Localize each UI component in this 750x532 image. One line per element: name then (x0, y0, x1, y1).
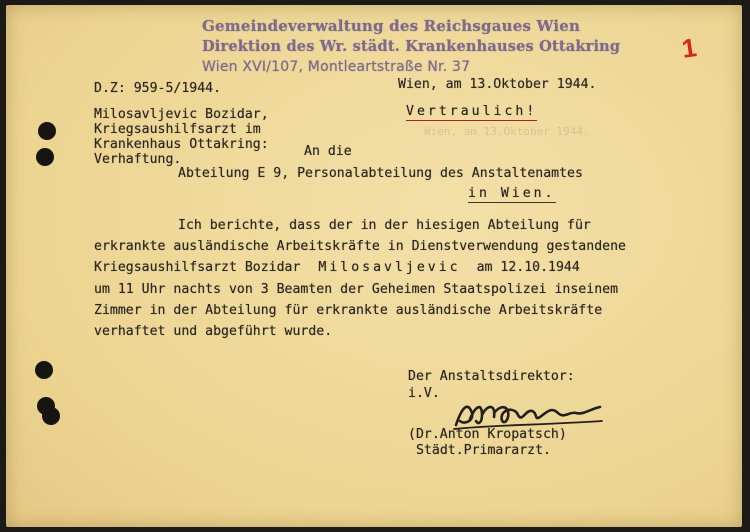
punch-hole-icon (36, 148, 54, 166)
letter-date: Wien, am 13.Oktober 1944. (398, 77, 597, 92)
body-line: verhaftet und abgeführt wurde. (94, 324, 333, 339)
recipient-department: Abteilung E 9, Personalabteilung des Anstaltenamtes (178, 166, 583, 181)
recipient-city: in Wien. (468, 186, 556, 201)
reference-number: D.Z: 959-5/1944. (94, 81, 222, 96)
stamp-line-1: Gemeindeverwaltung des Reichsgaues Wien (202, 17, 581, 35)
punch-hole-icon (38, 122, 56, 140)
stamp-line-3: Wien XVI/107, Montleartstraße Nr. 37 (202, 59, 471, 75)
body-line: um 11 Uhr nachts von 3 Beamten der Geheimen Staatspolizei inseinem (94, 282, 619, 297)
body-line: Zimmer in der Abteilung für erkrankte ausländische Arbeitskräfte (94, 303, 603, 318)
signature-title: Der Anstaltsdirektor: (408, 369, 575, 384)
subject-line: Verhaftung. (94, 152, 182, 167)
page-number: 1 (679, 32, 699, 64)
recipient-salutation: An die (304, 144, 352, 159)
signatory-name: (Dr.Anton Kropatsch) (408, 427, 567, 442)
subject-line: Milosavljevic Bozidar, (94, 107, 269, 122)
punch-hole-icon (42, 407, 60, 425)
highlighted-surname: Milosavljevic (318, 260, 461, 275)
body-line: Kriegsaushilfsarzt Bozidar Milosavljevic am 12.10.1944 (94, 260, 580, 275)
stamp-line-2: Direktion des Wr. städt. Krankenhauses Ottakring (202, 38, 621, 55)
punch-hole-icon (35, 361, 53, 379)
body-line: erkrankte ausländische Arbeitskräfte in Dienstverwendung gestandene (94, 239, 626, 254)
document-page (6, 5, 742, 527)
signatory-role: Städt.Primararzt. (416, 443, 551, 458)
subject-line: Krankenhaus Ottakring: (94, 137, 269, 152)
bleed-through-text: Wien, am 13.Oktober 1944. (424, 125, 590, 138)
confidential-mark: Vertraulich! (406, 104, 538, 119)
signature-iv: i.V. (408, 386, 440, 401)
body-line: Ich berichte, dass der in der hiesigen Abteilung für (178, 218, 591, 233)
subject-line: Kriegsaushilfsarzt im (94, 122, 261, 137)
